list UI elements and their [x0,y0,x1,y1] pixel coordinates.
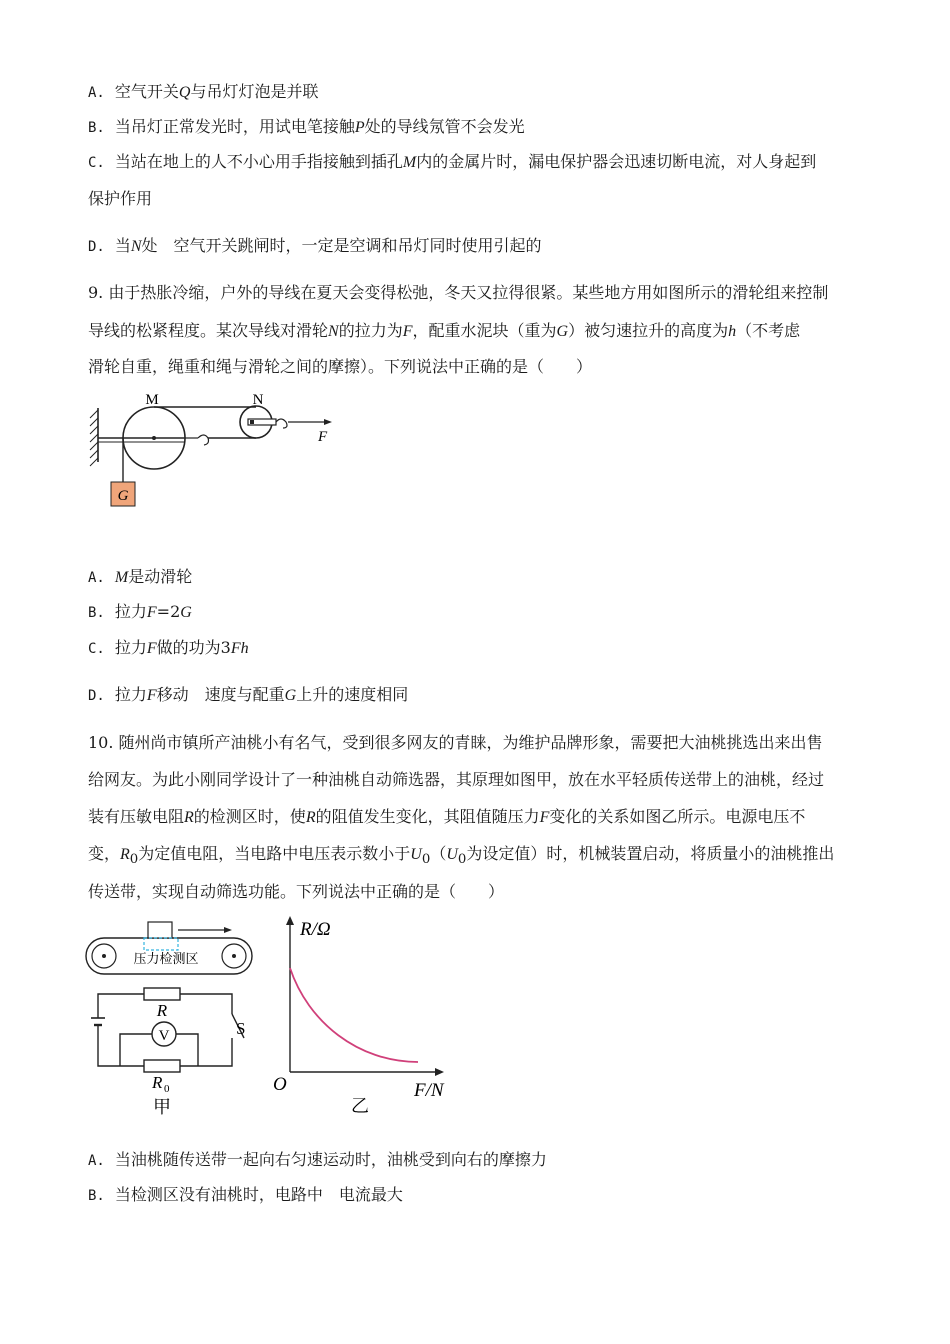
option-text: 拉力 [114,602,147,621]
q9-option-a [88,566,192,589]
q9-stem-line-2 [88,320,800,343]
q8-option-c-continued [88,188,152,210]
option-text: 内的金属片时，漏电保护器会迅速切断电流，对人身起到 [416,152,817,171]
right-roller-axle [232,954,236,958]
label-f: F [318,429,328,445]
variable: F [146,604,157,621]
subscript: 0 [129,852,139,868]
option-letter: B. [88,120,105,136]
variable: F [146,640,157,657]
stem-text: 导线的松紧程度。某次导线对滑轮 [88,321,329,340]
option-letter: A. [88,1153,105,1169]
variable: N [130,238,142,255]
option-letter: D. [88,239,105,255]
voltmeter-label: V [158,1028,170,1044]
stem-text: 为设定值）时，机械装置启动，将质量小的油桃推出 [466,844,835,863]
stem-text: 为定值电阻，当电路中电压表示数小于 [138,844,411,863]
option-text: 移动 速度与配重 [156,685,285,704]
option-text: 上升的速度相同 [296,685,409,704]
variable: R [305,809,316,826]
option-letter: A. [88,85,105,101]
option-text: 做的功为3 [156,638,231,657]
q9-stem-line-1: 9. 由于热胀冷缩，户外的导线在夏天会变得松弛，冬天又拉得很紧。某些地方用如图所示的滑轮组来控制 [88,283,829,302]
hook [198,435,209,445]
option-text: 保护作用 [88,189,153,208]
variable: h [728,323,737,340]
variable: U [410,846,422,863]
resistance-curve [290,968,418,1062]
variable: F [539,809,550,826]
q8-option-a [88,81,318,104]
left-roller-axle [102,954,106,958]
variable: U [446,846,458,863]
y-axis-arrow [286,916,294,925]
option-text: 当 [114,236,131,255]
label-m: M [145,392,159,408]
variable: G [180,604,192,621]
subscript: 0 [457,852,467,868]
origin-label: O [273,1074,287,1095]
belt-label: 压力检测区 [133,952,199,967]
option-text: =2 [156,602,181,621]
variable: N [328,323,339,340]
variable: R [184,809,194,826]
stem-text: （不考虑 [736,321,801,340]
caption-yi: 乙 [351,1096,369,1117]
variable: Fh [230,640,249,657]
q10-stem-line-5: 传送带，实现自动筛选功能。下列说法中正确的是（ ） [88,882,505,901]
option-text: 拉力 [114,638,147,657]
variable: G [284,687,297,704]
variable: M [114,569,129,586]
label-s: S [236,1019,246,1038]
stem-text: （ [430,844,447,863]
hook-n [276,419,287,428]
detection-zone [144,938,178,950]
label-g: G [117,488,129,504]
option-letter: B. [88,605,105,621]
resistor-r0 [144,1060,180,1072]
q8-option-b [88,116,525,139]
q9-option-c [88,637,249,660]
q9-option-d [88,684,408,707]
option-text: 空气开关 [114,82,179,101]
figure-jia [86,916,261,1121]
option-text: 拉力 [114,685,147,704]
stem-text: 的检测区时，使 [193,807,306,826]
variable: P [354,119,365,136]
label-r: R [156,1001,168,1020]
variable: M [402,154,417,171]
q10-stem-line-2: 给网友。为此小刚同学设计了一种油桃自动筛选器，其原理如图甲，放在水平轻质传送带上的油桃，经过 [88,770,825,789]
stem-text: ）被匀速拉升的高度为 [568,321,729,340]
resistor-r [144,988,180,1000]
x-axis-label: F/N [414,1080,444,1101]
option-text: 当吊灯正常发光时，用试电笔接触 [114,117,355,136]
variable: F [146,687,157,704]
variable: G [556,323,569,340]
q10-stem-line-4 [88,843,834,871]
q8-option-d [88,235,542,258]
stem-text: 变， [88,844,121,863]
wall-hatching [90,410,98,466]
arrow-head [224,927,232,933]
q9-stem-line-3: 滑轮自重，绳重和绳与滑轮之间的摩擦）。下列说法中正确的是（ ） [88,357,593,376]
pulley-figure [84,390,344,515]
stem-text: 的阻值发生变化，其阻值随压力 [315,807,540,826]
caption-jia: 甲 [153,1097,171,1118]
variable: F [402,323,413,340]
q9-option-b [88,601,192,624]
option-text: 当站在地上的人不小心用手指接触到插孔 [114,152,403,171]
option-letter: C. [88,155,105,171]
option-letter: D. [88,688,105,704]
variable: R [120,846,130,863]
label-n: N [252,392,264,408]
arrow-head [324,419,332,425]
q10-option-a [88,1149,547,1172]
label-r0: R [152,1073,163,1092]
stem-text: 装有压敏电阻 [88,807,185,826]
y-axis-label: R/Ω [300,919,331,940]
x-axis-arrow [435,1068,444,1076]
option-text: 当检测区没有油桃时，电路中 电流最大 [114,1185,403,1204]
option-text: 当油桃随传送带一起向右匀速运动时，油桃受到向右的摩擦力 [114,1150,547,1169]
peach-box [148,922,172,938]
option-letter: B. [88,1188,105,1204]
q10-stem-line-1: 10. 随州尚市镇所产油桃小有名气，受到很多网友的青睐，为维护品牌形象，需要把大油桃挑选出来出售 [88,733,823,752]
subscript: 0 [421,852,431,868]
q10-stem-line-3 [88,806,805,829]
option-text: 与吊灯灯泡是并联 [190,82,319,101]
option-text: 处 空气开关跳闸时，一定是空调和吊灯同时使用引起的 [141,236,542,255]
option-text: 是动滑轮 [128,567,193,586]
variable: Q [178,84,191,101]
figure-yi [268,912,458,1117]
pulley-n-axle [250,420,254,424]
q10-option-b [88,1184,403,1207]
stem-text: ，配重水泥块（重为 [412,321,557,340]
option-letter: C. [88,641,105,657]
option-text: 处的导线氖管不会发光 [364,117,525,136]
stem-text: 变化的关系如图乙所示。电源电压不 [549,807,806,826]
option-letter: A. [88,570,105,586]
label-r0-subscript: 0 [164,1083,170,1095]
q8-option-c [88,151,816,174]
stem-text: 的拉力为 [338,321,403,340]
